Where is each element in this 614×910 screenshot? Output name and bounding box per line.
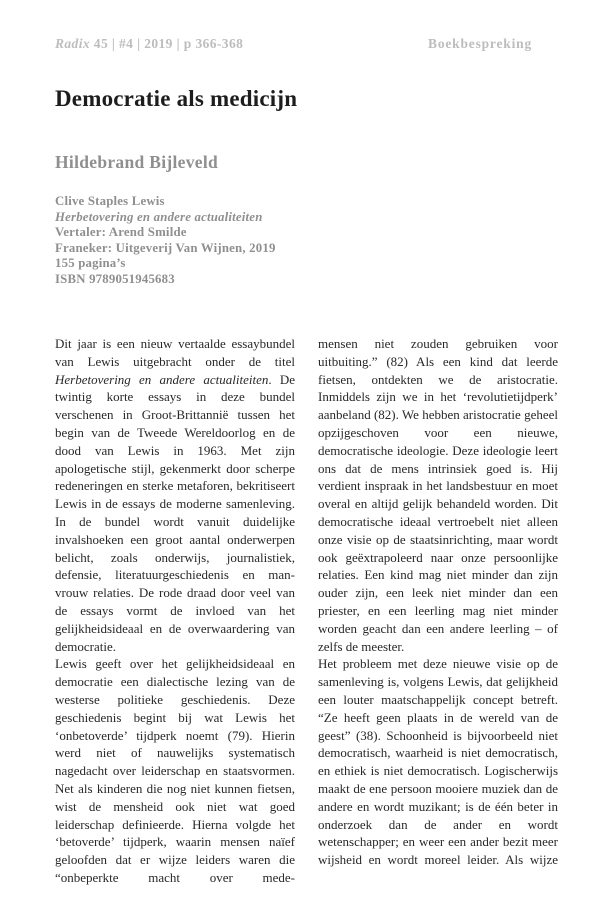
book-translator: Vertaler: Arend Smilde [55, 225, 187, 240]
book-author: Clive Staples Lewis [55, 194, 165, 208]
body-paragraph [318, 655, 558, 869]
body-paragraph [55, 335, 295, 655]
journal-reference [55, 36, 243, 52]
article-title: Democratie als medicijn [55, 86, 298, 111]
body-paragraph [55, 655, 295, 886]
article-body [55, 335, 558, 887]
book-isbn: ISBN 9789051945683 [55, 271, 175, 286]
body-column-left [55, 335, 295, 887]
journal-name: Radix [55, 36, 91, 51]
article-author: Hildebrand Bijleveld [55, 152, 219, 172]
body-paragraph [318, 335, 558, 655]
paragraph-text: Het probleem met deze nieuwe visie op de samenleving is, volgens Lewis, dat gelijkheid een louter maatschappelijk concept betreft. “Ze heeft geen plaats in de wereld van de geest” (38). Schoonheid is bijvoorbeeld niet democratisch, waarheid is niet democratisch, en ethiek is niet democratisch. Logischerwijs maakt de ene persoon mooiere muziek dan de andere en wordt muzikant; is de één beter in onderzoek dan de ander en wordt wetenschapper; en weer een ander bezit meer wijsheid en wordt moreel leider. Als wijze [318, 656, 558, 868]
paragraph-text: Dit jaar is een nieuw vertaalde essaybundel van Lewis uitgebracht onder de titel [55, 336, 295, 369]
paragraph-text: mensen niet zouden gebruiken voor uitbuiting.” (82) Als een kind dat leerde fietsen, ontdekten we de aristocratie. Inmiddels zijn we in het ‘revolutietijdperk’ aanbeland (82). We hebben aristocratie geheel opzijgeschoven voor een nieuwe, democratische ideologie. Deze ideologie leert ons dat de mens intrinsiek goed is. Hij verdient inspraak in het landsbestuur en moet overal en altijd gelijk behandeld worden. Dit democratische ideaal vertroebelt niet alleen onze visie op de staatsinrichting, maar wordt ook geëxtrapoleerd naar onze persoonlijke relaties. Een kind mag niet minder dan zijn ouder zijn, een leek niet minder dan een priester, en een leerling mag niet minder worden geacht dan een andere leerling – of zelfs de meester. [318, 336, 558, 654]
paragraph-text: Lewis geeft over het gelijkheidsideaal en democratie een dialectische lezing van de westerse politieke geschiedenis. Deze geschiedenis begint bij wat Lewis het ‘onbetoverde’ tijdperk noemt (79). Hierin werd niet of nauwelijks systematisch nagedacht over leiderschap en staatsvormen. Net als kinderen die nog niet kunnen fietsen, wist de mensheid ook niet wat goed leiderschap definieerde. Hierna volgde het ‘betoverde’ tijdperk, waarin mensen naïef geloofden dat er wijze leiders waren die “onbeperkte macht over mede- [55, 656, 295, 885]
book-page-count: 155 pagina’s [55, 256, 126, 271]
body-column-right [318, 335, 558, 887]
book-title-inline: Herbetovering en andere actualiteiten [55, 371, 269, 387]
paragraph-text: . De twintig korte essays in deze bundel verschenen in Groot-Brittannië tussen het begin van de Tweede Wereldoorlog en de dood van Lewis in 1963. Met zijn apologetische stijl, gekenmerkt door scherpe redeneringen en sterke metaforen, bekritiseert Lewis in de essays de moderne samenleving. In de bundel wordt vanuit duidelijke invalshoeken een groot aantal onderwerpen belicht, zoals onderwijs, journalistiek, defensie, literatuurgeschiedenis en man-vrouw relaties. De rode draad door veel van de essays vormt de invloed van het gelijkheidsideaal en de overwaardering van democratie. [55, 371, 295, 654]
journal-issue-info: 45 | #4 | 2019 | p 366-368 [90, 36, 244, 51]
book-publisher: Franeker: Uitgeverij Van Wijnen, 2019 [55, 240, 276, 255]
book-info-block [55, 194, 276, 288]
book-title: Herbetovering en andere actualiteiten [55, 209, 263, 224]
section-label: Boekbespreking [428, 36, 532, 51]
page-header [55, 36, 558, 52]
